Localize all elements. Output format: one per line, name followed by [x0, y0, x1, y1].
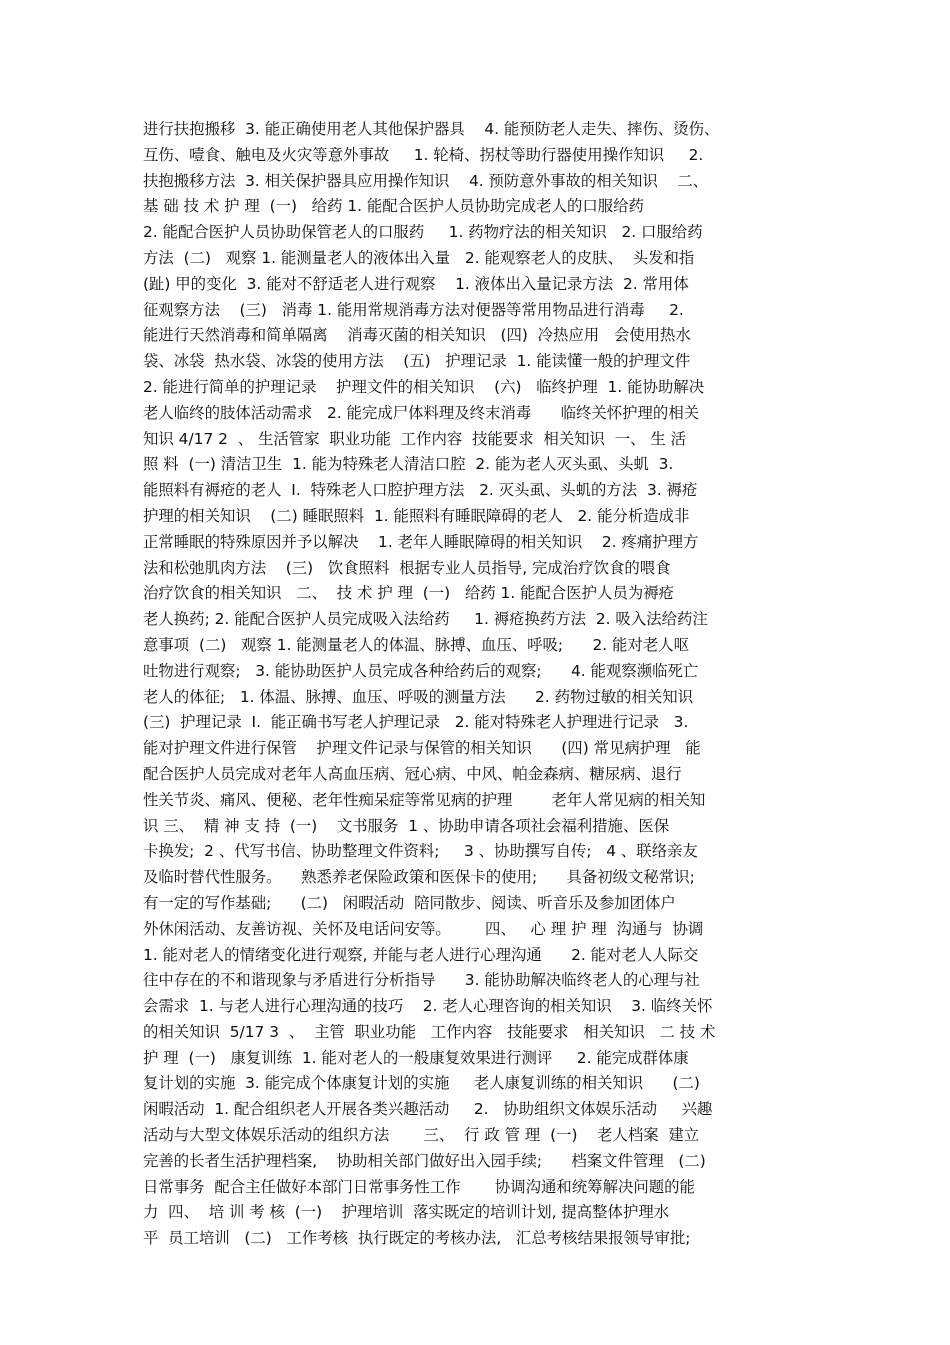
text-line: 袋、冰袋 热水袋、冰袋的使用方法 (五) 护理记录 1. 能读懂一般的护理文件 — [143, 352, 691, 371]
text-line: (趾) 甲的变化 3. 能对不舒适老人进行观察 1. 液体出入量记录方法 2. 常用体 — [143, 274, 689, 293]
text-line: 互伤、噎食、触电及火灾等意外事故 1. 轮椅、拐杖等助行器使用操作知识 2. — [143, 145, 704, 164]
text-line: 1. 能对老人的情绪变化进行观察, 并能与老人进行心理沟通 2. 能对老人人际交 — [143, 945, 699, 964]
text-line: 日常事务 配合主任做好本部门日常事务性工作 协调沟通和统筹解决问题的能 — [143, 1177, 695, 1196]
text-line: 法和松弛肌肉方法 (三) 饮食照料 根据专业人员指导, 完成治疗饮食的喂食 — [143, 558, 671, 577]
text-line: 卡换发; 2 、代写书信、协助整理文件资料; 3 、协助撰写自传; 4 、联络亲友 — [143, 842, 698, 861]
text-line: 往中存在的不和谐现象与矛盾进行分析指导 3. 能协助解决临终老人的心理与社 — [143, 971, 700, 990]
text-line: 配合医护人员完成对老年人高血压病、冠心病、中风、帕金森病、糖尿病、退行 — [143, 764, 682, 783]
text-line: 完善的长者生活护理档案, 协助相关部门做好出入园手续; 档案文件管理 (二) — [143, 1151, 706, 1170]
text-line: 基 础 技 术 护 理 (一) 给药 1. 能配合医护人员协助完成老人的口服给药 — [143, 197, 644, 216]
text-line: 能对护理文件进行保管 护理文件记录与保管的相关知识 (四) 常见病护理 能 — [143, 739, 701, 758]
text-line: 外休闲活动、友善访视、关怀及电话问安等。 四、 心 理 护 理 沟通与 协调 — [143, 919, 704, 938]
text-line: 进行扶抱搬移 3. 能正确使用老人其他保护器具 4. 能预防老人走失、摔伤、烫伤、 — [143, 120, 720, 138]
text-line: 护理的相关知识 (二) 睡眠照料 1. 能照料有睡眠障碍的老人 2. 能分析造成非 — [143, 506, 690, 525]
text-line: 平 员工培训 (二) 工作考核 执行既定的考核办法, 汇总考核结果报领导审批; — [143, 1229, 691, 1248]
text-line: 照 料 (一) 清洁卫生 1. 能为特殊老人清洁口腔 2. 能为老人灭头虱、头虮 3. — [143, 455, 674, 474]
text-line: 老人临终的肢体活动需求 2. 能完成尸体料理及终末消毒 临终关怀护理的相关 — [143, 403, 700, 422]
text-line: 能照料有褥疮的老人 I. 特殊老人口腔护理方法 2. 灭头虱、头虮的方法 3. 褥疮 — [143, 481, 698, 500]
text-line: 护 理 (一) 康复训练 1. 能对老人的一般康复效果进行测评 2. 能完成群体康 — [143, 1048, 689, 1067]
text-line: 力 四、 培 训 考 核 (一) 护理培训 落实既定的培训计划, 提高整体护理水 — [143, 1203, 670, 1222]
text-line: 活动与大型文体娱乐活动的组织方法 三、 行 政 管 理 (一) 老人档案 建立 — [143, 1126, 700, 1145]
text-line: 闲暇活动 1. 配合组织老人开展各类兴趣活动 2. 协助组织文体娱乐活动 兴趣 — [143, 1100, 713, 1119]
text-line: 2. 能进行简单的护理记录 护理文件的相关知识 (六) 临终护理 1. 能协助解决 — [143, 377, 705, 396]
text-line: 扶抱搬移方法 3. 相关保护器具应用操作知识 4. 预防意外事故的相关知识 二、 — [143, 171, 709, 190]
text-line: 识 三、 精 神 支 持 (一) 文书服务 1 、协助申请各项社会福利措施、医保 — [143, 816, 670, 835]
text-line: 吐物进行观察; 3. 能协助医护人员完成各种给药后的观察; 4. 能观察濒临死亡 — [143, 661, 699, 680]
text-line: 方法 (二) 观察 1. 能测量老人的液体出入量 2. 能观察老人的皮肤、 头发和指 — [143, 248, 695, 267]
text-line: 知识 4/17 2 、 生活管家 职业功能 工作内容 技能要求 相关知识 一、 生 活 — [143, 429, 687, 448]
text-line: 征观察方法 (三) 消毒 1. 能用常规消毒方法对便器等常用物品进行消毒 2. — [143, 300, 684, 319]
text-line: 会需求 1. 与老人进行心理沟通的技巧 2. 老人心理咨询的相关知识 3. 临终关怀 — [143, 997, 713, 1016]
text-line: 及临时替代性服务。 熟悉养老保险政策和医保卡的使用; 具备初级文秘常识; — [143, 868, 695, 887]
text-line: 性关节炎、痛风、便秘、老年性痴呆症等常见病的护理 老年人常见病的相关知 — [143, 790, 706, 809]
text-line: 治疗饮食的相关知识 二、 技 术 护 理 (一) 给药 1. 能配合医护人员为褥疮 — [143, 584, 675, 603]
text-line: 有一定的写作基础; (二) 闲暇活动 陪同散步、阅读、听音乐及参加团体户 — [143, 893, 676, 912]
text-line: 能进行天然消毒和简单隔离 消毒灭菌的相关知识 (四) 冷热应用 会使用热水 — [143, 326, 691, 345]
document-body — [143, 117, 813, 1252]
text-line: 复计划的实施 3. 能完成个体康复计划的实施 老人康复训练的相关知识 (二) — [143, 1074, 700, 1093]
text-line: 老人换药; 2. 能配合医护人员完成吸入法给药 1. 褥疮换药方法 2. 吸入法给药注 — [143, 610, 708, 629]
text-line: 2. 能配合医护人员协助保管老人的口服药 1. 药物疗法的相关知识 2. 口服给药 — [143, 223, 703, 242]
text-line: 意事项 (二) 观察 1. 能测量老人的体温、脉搏、血压、呼吸; 2. 能对老人呕 — [143, 635, 689, 654]
text-line: 老人的体征; 1. 体温、脉搏、血压、呼吸的测量方法 2. 药物过敏的相关知识 — [143, 687, 694, 706]
text-line: (三) 护理记录 I. 能正确书写老人护理记录 2. 能对特殊老人护理进行记录 3. — [143, 713, 689, 732]
text-line: 正常睡眠的特殊原因并予以解决 1. 老年人睡眠障碍的相关知识 2. 疼痛护理方 — [143, 532, 699, 551]
text-line: 的相关知识 5/17 3 、 主管 职业功能 工作内容 技能要求 相关知识 二 技 术 — [143, 1022, 716, 1041]
